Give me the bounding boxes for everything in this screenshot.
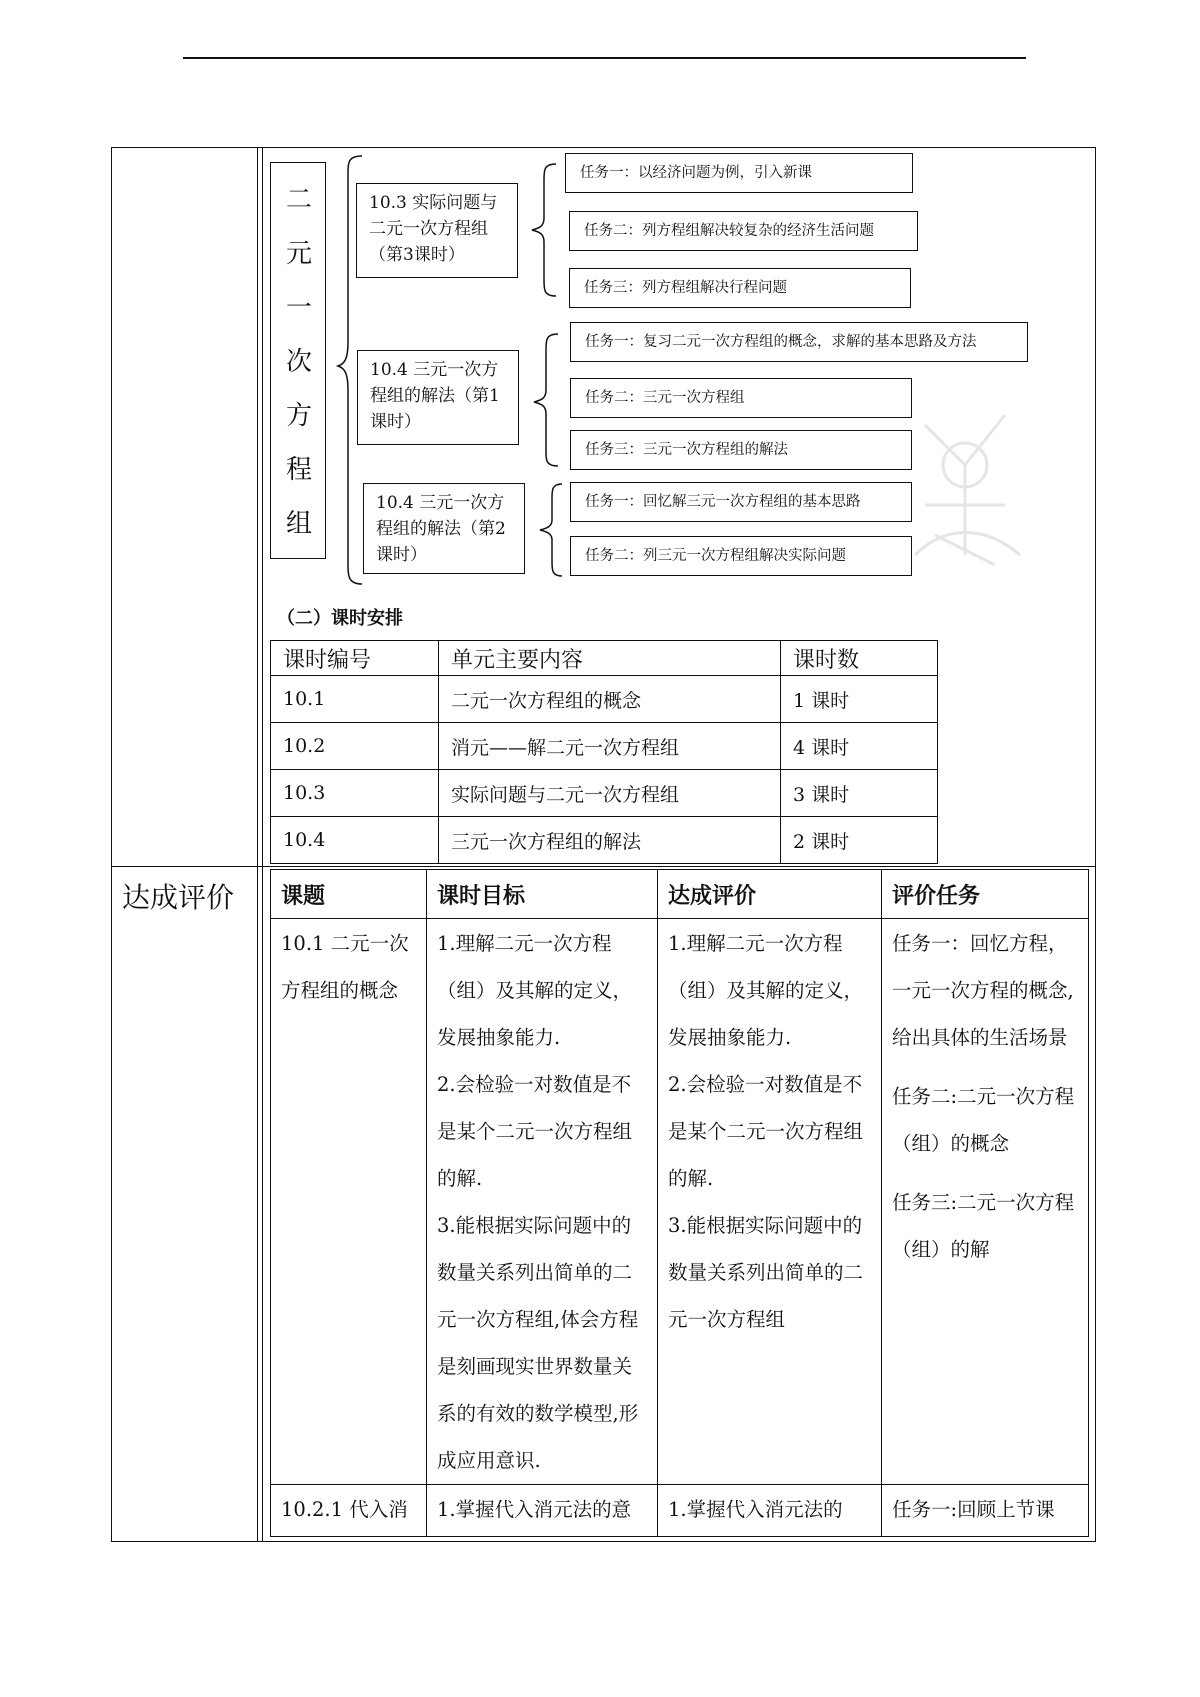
table-row	[271, 919, 1089, 1485]
mindmap-root-box	[270, 162, 326, 559]
assessment-item: 1.理解二元一次方程（组）及其解的定义，发展抽象能力.	[668, 932, 864, 1049]
goals-cell	[427, 919, 658, 1485]
assessment-item: 2.会检验一对数值是不是某个二元一次方程组的解.	[668, 1073, 864, 1190]
group-brace-icon	[524, 330, 564, 470]
mindmap-task-box	[570, 536, 912, 576]
tasks-cell	[882, 1485, 1089, 1537]
topic-cell	[271, 1485, 427, 1537]
mindmap-group-box	[357, 350, 519, 445]
mindmap-task-label: 任务一：回忆解三元一次方程组的基本思路	[585, 494, 861, 510]
evaluation-table	[270, 869, 1089, 1537]
topic-text: 10.2.1 代入消	[281, 1498, 408, 1521]
table-cell: 3 课时	[781, 770, 938, 817]
assessment-cell	[658, 919, 882, 1485]
mindmap-group-box	[356, 183, 518, 278]
mindmap-task-box	[570, 378, 912, 418]
schedule-table	[270, 640, 938, 864]
assessment-cell	[658, 1485, 882, 1537]
column-header: 评价任务	[882, 870, 1089, 919]
table-cell: 10.2	[271, 723, 439, 770]
column-header: 课时编号	[271, 641, 439, 676]
watermark-icon	[905, 405, 1030, 575]
goal-item: 3.能根据实际问题中的数量关系列出简单的二元一次方程组,体会方程是刻画现实世界数量关系的有效的数学模型,形成应用意识.	[437, 1214, 639, 1472]
mindmap-task-box	[569, 268, 911, 308]
mindmap-group-title: 10.4 三元一次方程组的解法（第1课时）	[370, 360, 500, 432]
column-header: 课时数	[781, 641, 938, 676]
mindmap-task-label: 任务三：三元一次方程组的解法	[585, 442, 788, 458]
mindmap-task-box	[570, 482, 912, 522]
root-char: 元	[285, 239, 312, 269]
column-divider-inner	[262, 147, 263, 1542]
table-header-row	[271, 641, 938, 676]
goal-item: 1.理解二元一次方程（组）及其解的定义，发展抽象能力.	[437, 932, 633, 1049]
root-char: 方	[285, 401, 312, 431]
goal-item: 1.掌握代入消元法的意	[437, 1498, 632, 1521]
topic-cell	[271, 919, 427, 1485]
mindmap-task-label: 任务二：列方程组解决较复杂的经济生活问题	[584, 223, 874, 239]
column-header: 课题	[271, 870, 427, 919]
mindmap-task-label: 任务一：复习二元一次方程组的概念，求解的基本思路及方法	[585, 334, 977, 350]
evaluation-section-label: 达成评价	[122, 881, 235, 914]
column-header: 课时目标	[427, 870, 658, 919]
mindmap-group-title: 10.3 实际问题与二元一次方程组（第3课时）	[369, 193, 498, 265]
root-char: 次	[285, 347, 312, 377]
mindmap-task-box	[570, 430, 912, 470]
table-cell: 消元——解二元一次方程组	[439, 723, 781, 770]
task-item: 任务二:二元一次方程（组）的概念	[892, 1085, 1075, 1155]
task-item: 任务三:二元一次方程（组）的解	[892, 1191, 1075, 1261]
goals-cell	[427, 1485, 658, 1537]
column-header: 达成评价	[658, 870, 882, 919]
table-header-row	[271, 870, 1089, 919]
mindmap-task-label: 任务三：列方程组解决行程问题	[584, 280, 787, 296]
group-brace-icon	[522, 160, 562, 300]
header-rule	[183, 57, 1026, 59]
column-divider	[257, 147, 258, 1542]
root-char: 程	[285, 455, 312, 485]
mindmap-task-box	[565, 153, 913, 193]
mindmap-task-label: 任务二：三元一次方程组	[585, 390, 745, 406]
group-brace-icon	[528, 480, 568, 580]
table-cell: 2 课时	[781, 817, 938, 864]
mindmap-group-title: 10.4 三元一次方程组的解法（第2课时）	[376, 493, 506, 565]
schedule-heading: （二）课时安排	[277, 608, 403, 629]
row-divider	[111, 866, 1096, 867]
task-item: 任务一：回忆方程，一元一次方程的概念,给出具体的生活场景	[892, 932, 1074, 1049]
table-cell: 10.3	[271, 770, 439, 817]
goal-item: 2.会检验一对数值是不是某个二元一次方程组的解.	[437, 1073, 633, 1190]
table-cell: 4 课时	[781, 723, 938, 770]
topic-text: 10.1 二元一次方程组的概念	[281, 932, 409, 1002]
table-cell: 三元一次方程组的解法	[439, 817, 781, 864]
root-char: 一	[285, 293, 312, 323]
tasks-cell	[882, 919, 1089, 1485]
table-cell: 1 课时	[781, 676, 938, 723]
table-cell: 10.4	[271, 817, 439, 864]
mindmap-task-label: 任务二：列三元一次方程组解决实际问题	[585, 548, 846, 564]
column-header: 单元主要内容	[439, 641, 781, 676]
table-row	[271, 676, 938, 723]
mindmap-group-box	[363, 483, 525, 574]
task-item: 任务一:回顾上节课	[892, 1498, 1055, 1521]
mindmap-task-box	[569, 211, 918, 251]
mindmap-task-box	[570, 322, 1028, 362]
assessment-item: 1.掌握代入消元法的	[668, 1498, 843, 1521]
table-row	[271, 723, 938, 770]
table-cell: 二元一次方程组的概念	[439, 676, 781, 723]
mindmap-task-label: 任务一：以经济问题为例，引入新课	[580, 165, 812, 181]
root-char: 组	[285, 509, 312, 539]
root-char: 二	[285, 185, 312, 215]
table-row	[271, 1485, 1089, 1537]
table-cell: 10.1	[271, 676, 439, 723]
table-cell: 实际问题与二元一次方程组	[439, 770, 781, 817]
table-row	[271, 817, 938, 864]
assessment-item: 3.能根据实际问题中的数量关系列出简单的二元一次方程组	[668, 1214, 864, 1331]
table-row	[271, 770, 938, 817]
